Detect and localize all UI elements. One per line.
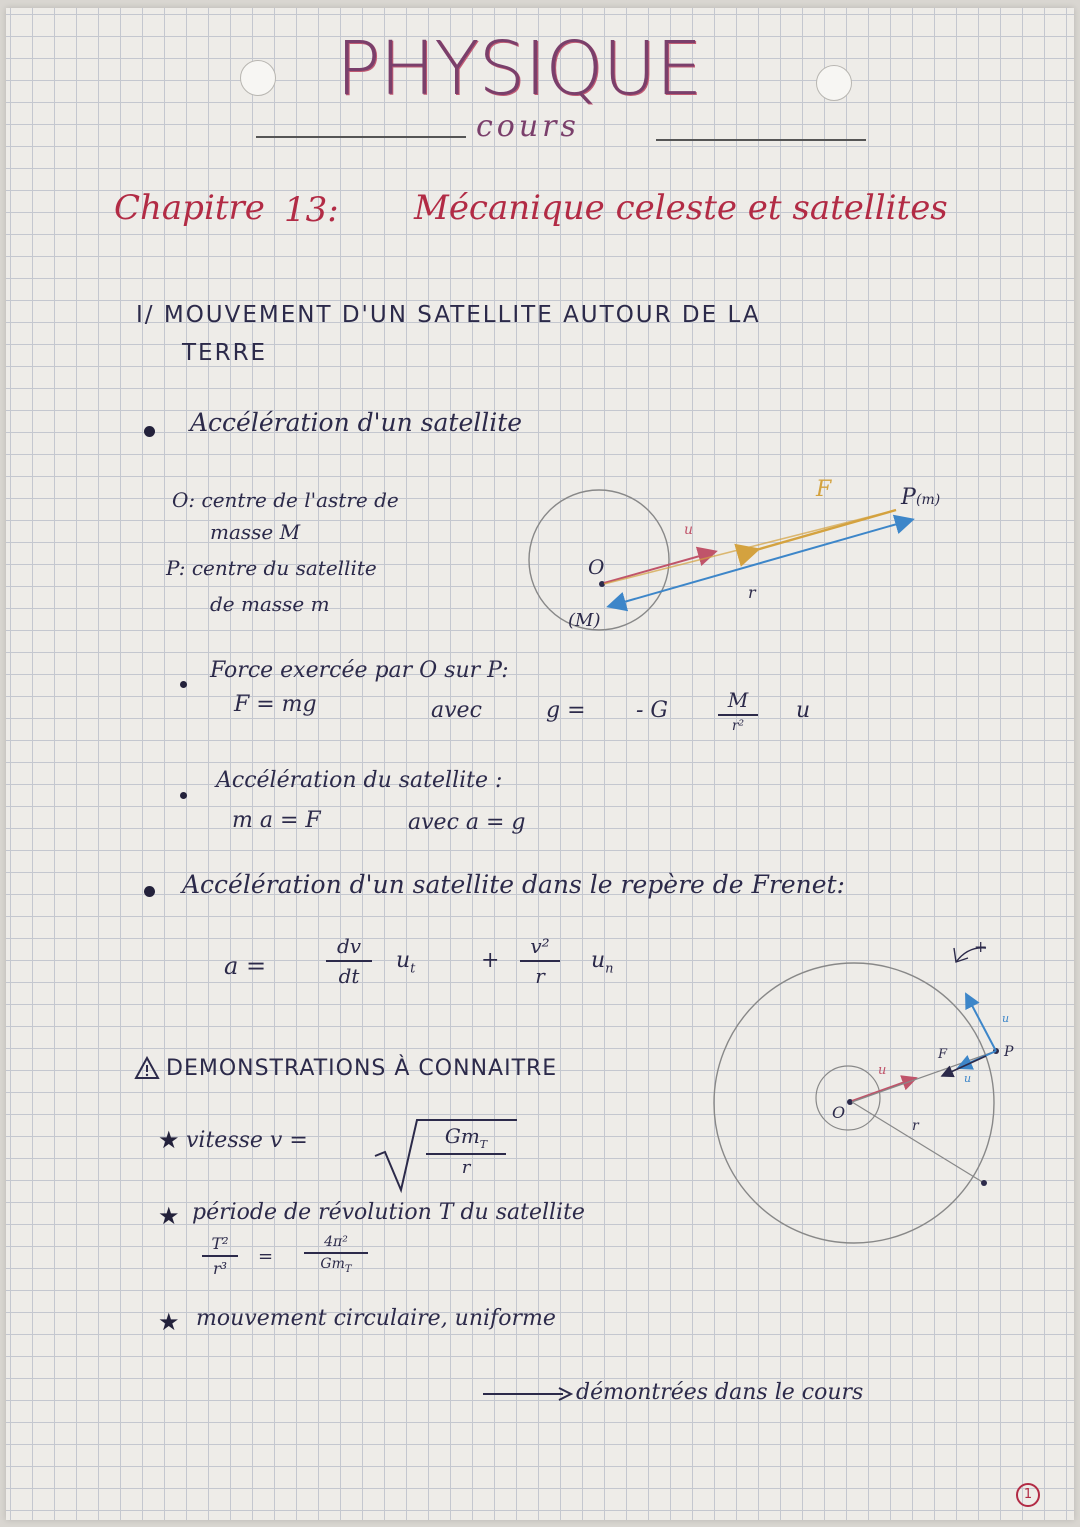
unit-vector-u [852, 1078, 916, 1101]
acceleration-equation: m a = F [232, 808, 321, 833]
radius-line-to-P [852, 1051, 996, 1102]
label-u: u [878, 1063, 887, 1078]
circular-motion-label: mouvement circulaire, uniforme [196, 1306, 556, 1331]
force-u: u [796, 698, 811, 723]
period-den-left: r³ [212, 1259, 228, 1278]
period-den-sub: T [344, 1263, 352, 1275]
period-num-right: 4π² [324, 1234, 348, 1250]
speed-num-symbol: Gm [444, 1124, 480, 1148]
frenet-den1: dt [338, 964, 360, 988]
fraction-bar [520, 960, 560, 962]
arrow-right-icon [481, 1384, 573, 1404]
bullet-dot [144, 886, 155, 897]
definition-P-line1: P: centre du satellite [166, 556, 377, 580]
frenet-title: Accélération d'un satellite dans le repère de Frenet: [182, 870, 845, 899]
label-plus: + [974, 937, 988, 956]
force-fraction [718, 688, 758, 734]
speed-num [426, 1124, 506, 1151]
satellite-force-diagram [506, 448, 1006, 668]
orbit-point [981, 1180, 987, 1186]
period-label: période de révolution T du satellite [192, 1200, 585, 1225]
period-den-right [304, 1256, 368, 1275]
label-F: F [938, 1047, 948, 1062]
frenet-fraction-1 [326, 934, 372, 988]
speed-num-sub: T [479, 1138, 488, 1151]
force-title: Force exercée par O sur P: [210, 658, 509, 683]
force-fraction-num: M [727, 688, 749, 712]
title-underline-left [256, 136, 466, 138]
frenet-un-symbol: u [591, 948, 606, 973]
warning-triangle-icon [134, 1056, 160, 1080]
section-heading-line1: I/ MOUVEMENT D'UN SATELLITE AUTOUR DE LA [136, 302, 761, 328]
speed-label: vitesse v = [186, 1128, 308, 1153]
label-un: u [964, 1072, 972, 1085]
speed-den: r [461, 1157, 471, 1178]
label-m: (m) [916, 492, 941, 508]
frenet-plus: + [481, 948, 500, 973]
force-line [604, 510, 896, 584]
force-minus-G: - G [636, 698, 669, 723]
frenet-ut-sub: t [410, 961, 416, 977]
definition-O-line2: masse M [210, 520, 301, 544]
frenet-un [591, 948, 614, 976]
period-fraction-right [304, 1234, 368, 1275]
frenet-ut-symbol: u [396, 948, 411, 973]
label-P: P [1004, 1044, 1014, 1060]
speed-fraction [426, 1124, 506, 1178]
label-r: r [748, 583, 756, 602]
frenet-ut [396, 948, 415, 976]
bullet-dot [144, 426, 155, 437]
force-equation: F = mg [234, 692, 317, 717]
star-icon: ★ [158, 1202, 180, 1230]
distance-r-arrow [610, 520, 911, 606]
fraction-bar [426, 1153, 506, 1155]
fraction-bar [718, 714, 758, 716]
acceleration-title: Accélération du satellite : [216, 768, 503, 793]
frenet-fraction-2 [520, 934, 560, 988]
earth-circle [816, 1066, 880, 1130]
chapter-label: Chapitre [114, 188, 265, 228]
frenet-a: a = [224, 952, 267, 980]
label-M: (M) [568, 610, 601, 631]
period-num-left: T² [211, 1234, 229, 1253]
label-O: O [832, 1103, 846, 1122]
frenet-orbit-diagram [706, 918, 1036, 1278]
binder-hole-left [240, 60, 276, 96]
bullet-dot [180, 792, 187, 799]
subsection-acceleration-title: Accélération d'un satellite [190, 408, 523, 437]
radius-line [852, 1102, 984, 1183]
unit-vector-u [604, 552, 714, 583]
label-r: r [912, 1118, 919, 1134]
star-icon: ★ [158, 1126, 180, 1154]
force-g: g = [546, 698, 586, 723]
rotation-arrowhead [954, 948, 968, 962]
bullet-dot [180, 681, 187, 688]
frenet-num1: dv [336, 934, 362, 958]
binder-hole-right [816, 65, 852, 101]
force-fraction-den: r² [731, 718, 745, 734]
frenet-num2: v² [530, 934, 550, 958]
definition-P-line2: de masse m [210, 592, 330, 616]
fraction-bar [202, 1255, 238, 1257]
notebook-page [6, 8, 1074, 1520]
chapter-title: Mécanique celeste et satellites [414, 188, 948, 228]
star-icon: ★ [158, 1308, 180, 1336]
page-title: PHYSIQUE [336, 26, 702, 112]
chapter-number: 13: [284, 190, 339, 230]
frenet-den2: r [535, 964, 545, 988]
fraction-bar [304, 1252, 368, 1254]
section-heading-line2: TERRE [182, 340, 268, 366]
label-P: P [901, 485, 916, 510]
title-underline-right [656, 139, 866, 141]
demonstrated-note: démontrées dans le cours [576, 1380, 864, 1405]
period-fraction-left [202, 1234, 238, 1278]
demonstrations-title: DEMONSTRATIONS À CONNAITRE [166, 1056, 558, 1081]
page-subtitle: cours [476, 109, 580, 144]
definition-O-line1: O: centre de l'astre de [172, 488, 399, 512]
label-F: F [816, 477, 832, 502]
label-ut: u [1002, 1012, 1010, 1025]
force-with: avec [431, 698, 482, 723]
frenet-un-sub: n [605, 961, 614, 977]
fraction-bar [326, 960, 372, 962]
period-den-symbol: Gm [320, 1256, 345, 1272]
page-number: 1 [1016, 1483, 1040, 1507]
acceleration-with: avec a = g [408, 810, 526, 835]
period-equals: = [258, 1246, 274, 1267]
label-O: O [588, 555, 605, 579]
label-u: u [684, 522, 694, 538]
